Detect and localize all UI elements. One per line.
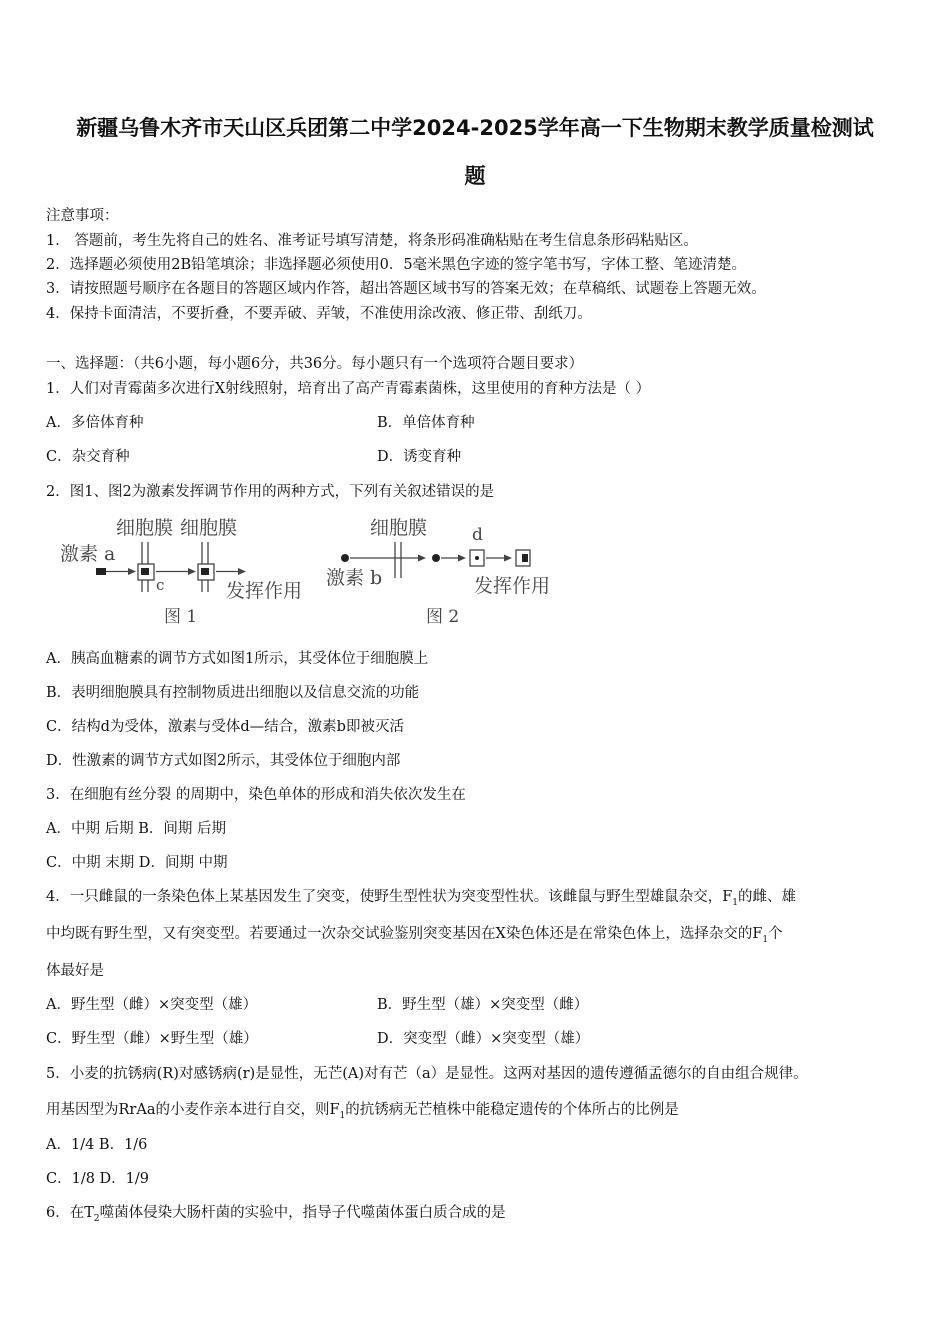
hormone-b-icon	[341, 554, 349, 562]
question-4-option-b: B．野生型（雄）×突变型（雌）	[377, 997, 589, 1013]
arrow-head	[504, 555, 512, 562]
question-3-stem: 3．在细胞有丝分裂 的周期中，染色单体的形成和消失依次发生在	[46, 787, 466, 803]
question-4-stem-line-2: 中均既有野生型，又有突变型。若要通过一次杂交试验鉴别突变基因在X染色体还是在常染色体上，选择杂交的$F_1$个	[46, 926, 783, 945]
question-5-options-cd: C．1/8 D．1/9	[46, 1171, 150, 1187]
figure-2-caption: 图 2	[426, 607, 460, 627]
question-6-stem: 6．在$T_2$噬菌体侵染大肠杆菌的实验中，指导子代噬菌体蛋白质合成的是	[46, 1205, 506, 1224]
question-5-stem-line-2: 用基因型为RrAa的小麦作亲本进行自交，则$F_1$的抗锈病无芒植株中能稳定遗传的个体所占的比例是	[46, 1102, 679, 1121]
exam-title: 新疆乌鲁木齐市天山区兵团第二中学2024-2025学年高一下生物期末教学质量检测试	[76, 116, 874, 140]
question-5-options-ab: A．1/4 B．1/6	[46, 1137, 148, 1153]
question-4-stem-line-1: 4．一只雌鼠的一条染色体上某基因发生了突变，使野生型性状为突变型性状。该雌鼠与野生型雄鼠杂交，$F_1$的雌、雄	[46, 889, 797, 908]
notice-item: 3．请按照题号顺序在各题目的答题区域内作答，超出答题区域书写的答案无效；在草稿纸、试题卷上答题无效。	[46, 281, 766, 297]
effect-label-1: 发挥作用	[226, 580, 303, 602]
notice-item: 1． 答题前，考生先将自己的姓名、准考证号填写清楚，将条形码准确粘贴在考生信息条形码粘贴区。	[46, 233, 698, 249]
question-1-option-d: D．诱变育种	[377, 449, 462, 465]
figure-1-caption: 图 1	[164, 607, 198, 627]
question-4-option-a: A．野生型（雌）×突变型（雄）	[46, 997, 258, 1013]
membrane-label-1: 细胞膜	[116, 517, 174, 539]
hormone-b-icon	[432, 554, 440, 562]
question-3-options-cd: C．中期 末期 D．间期 中期	[46, 855, 228, 871]
membrane-label-2: 细胞膜	[180, 517, 238, 539]
arrow-head	[188, 568, 196, 575]
hormone-regulation-diagram	[60, 512, 570, 632]
hormone-a-label: 激素 a	[60, 543, 116, 565]
question-1-stem: 1．人们对青霉菌多次进行X射线照射，培育出了高产青霉素菌株，这里使用的育种方法是（ ）	[46, 381, 651, 397]
question-2-option-c: C．结构d为受体，激素与受体d—结合，激素b即被灭活	[46, 719, 404, 735]
arrow-head	[238, 568, 246, 575]
question-4-option-c: C．野生型（雌）×野生型（雄）	[46, 1031, 258, 1047]
bound-hormone-icon	[201, 568, 209, 575]
hormone-b-label: 激素 b	[326, 567, 383, 589]
question-1-option-b: B．单倍体育种	[377, 415, 475, 431]
arrow-head	[128, 568, 136, 575]
arrow-head	[458, 555, 466, 562]
exam-title-continued: 题	[464, 164, 486, 188]
section-heading: 一、选择题：（共6小题，每小题6分，共36分。每小题只有一个选项符合题目要求）	[46, 356, 584, 372]
bound-hormone-icon	[141, 568, 149, 575]
question-2-option-b: B．表明细胞膜具有控制物质进出细胞以及信息交流的功能	[46, 685, 420, 701]
question-2-option-d: D．性激素的调节方式如图2所示，其受体位于细胞内部	[46, 753, 401, 769]
question-4-stem-line-3: 体最好是	[46, 963, 104, 979]
activated-complex-icon	[522, 554, 528, 562]
notice-item: 2．选择题必须使用2B铅笔填涂；非选择题必须使用0．5毫米黑色字迹的签字笔书写，字体工整、笔迹清楚。	[46, 257, 747, 273]
question-2-stem: 2．图1、图2为激素发挥调节作用的两种方式，下列有关叙述错误的是	[46, 484, 495, 500]
hormone-a-icon	[96, 568, 106, 575]
question-1-option-a: A．多倍体育种	[46, 415, 144, 431]
receptor-d-label: d	[472, 525, 483, 545]
question-4-option-d: D．突变型（雌）×突变型（雄）	[377, 1031, 590, 1047]
effect-label-2: 发挥作用	[474, 575, 551, 597]
notice-heading: 注意事项：	[46, 208, 119, 224]
question-3-options-ab: A．中期 后期 B．间期 后期	[46, 821, 226, 837]
membrane-label-3: 细胞膜	[370, 517, 428, 539]
receptor-c-label: c	[156, 576, 165, 594]
notice-item: 4．保持卡面清洁，不要折叠，不要弄破、弄皱，不准使用涂改液、修正带、刮纸刀。	[46, 306, 592, 322]
arrow-head	[418, 555, 426, 562]
question-1-option-c: C．杂交育种	[46, 449, 130, 465]
question-2-option-a: A．胰高血糖素的调节方式如图1所示，其受体位于细胞膜上	[46, 651, 429, 667]
question-5-stem-line-1: 5．小麦的抗锈病(R)对感锈病(r)是显性，无芒(A)对有芒（a）是显性。这两对基因的遗传遵循孟德尔的自由组合规律。	[46, 1066, 808, 1082]
bound-hormone-icon	[475, 556, 479, 560]
